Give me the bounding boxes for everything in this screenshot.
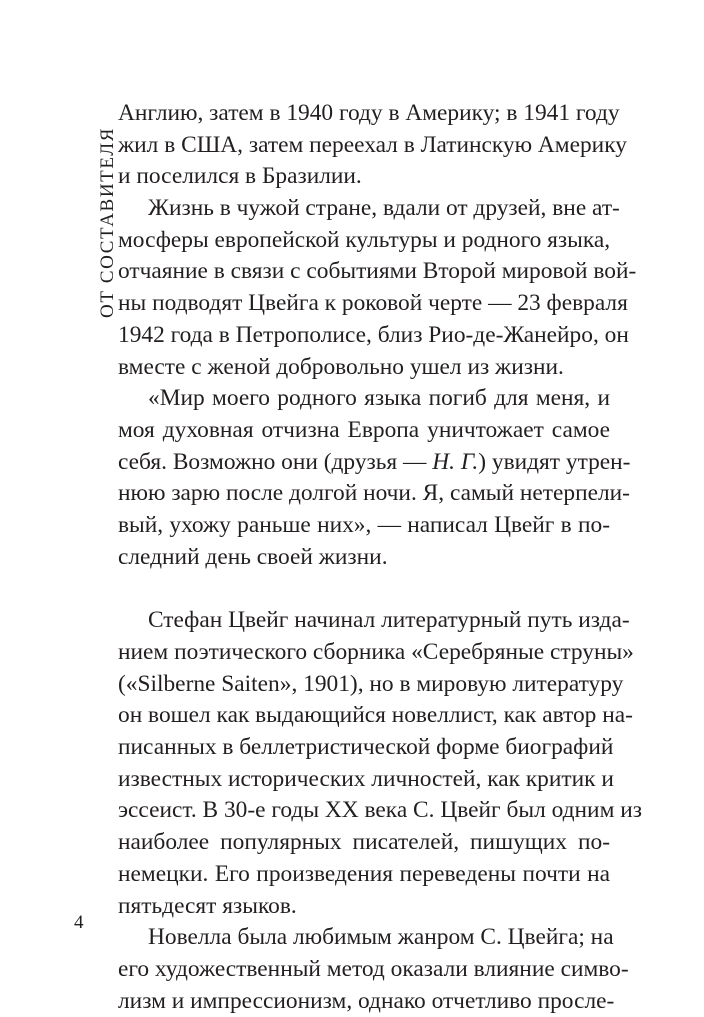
text-line: и поселился в Бразилии. [118, 163, 362, 190]
text-line: Жизнь в чужой стране, вдали от друзей, вне ат- [148, 195, 620, 222]
text-line: эссеист. В 30-е годы XX века С. Цвейг был одним из [118, 797, 642, 824]
text-line: Новелла была любимым жанром С. Цвейга; на [148, 924, 614, 951]
text-line: ны подводят Цвейга к роковой черте — 23 февраля [118, 290, 628, 317]
paragraph [118, 922, 629, 1017]
text-line: «Мир моего родного языка погиб для меня, и [148, 385, 610, 412]
text-line: вместе с женой добровольно ушел из жизни. [118, 353, 564, 380]
text-line: мосферы европейской культуры и родного языка, [118, 226, 611, 253]
italic-initials: Н. Г. [432, 448, 479, 475]
text-line: нюю зарю после долгой ночи. Я, самый нетерпели- [118, 480, 630, 507]
section-gap [118, 573, 610, 605]
text-line: 1942 года в Петрополисе, близ Рио-де-Жанейро, он [118, 321, 629, 348]
text-line: писанных в беллетристической форме биографий [118, 734, 614, 761]
text-line: следний день своей жизни. [118, 543, 388, 570]
text-line: нием поэтического сборника «Серебряные струны» [118, 639, 634, 665]
text-line: себя. Возможно они (друзья — Н. Г.) увидят утрен- [118, 448, 631, 475]
text-line: вый, ухожу раньше них», — написал Цвейг в по- [118, 511, 610, 538]
paragraph [118, 98, 627, 193]
page-number: 4 [74, 912, 84, 933]
paragraph [118, 383, 631, 573]
paragraph [118, 605, 642, 922]
body-text [118, 98, 642, 1017]
text-line: отчаяние в связи с событиями Второй мировой вой- [118, 258, 637, 285]
text-line: лизм и импрессионизм, однако отчетливо просле- [118, 987, 615, 1014]
text-line: Англию, затем в 1940 году в Америку; в 1941 году [118, 100, 620, 126]
text-line: он вошел как выдающийся новеллист, как автор на- [118, 702, 633, 729]
text-line: пятьдесят языков. [118, 892, 297, 919]
running-head: ОТ СОСТАВИТЕЛЯ [97, 126, 118, 318]
text-line: Стефан Цвейг начинал литературный путь изда- [148, 607, 630, 634]
text-line: моя духовная отчизна Европа уничтожает самое [118, 416, 610, 443]
paragraph [118, 193, 637, 383]
text-line: («Silberne Saiten», 1901), но в мировую литературу [118, 670, 624, 697]
text-line: наиболее популярных писателей, пишущих по- [118, 829, 610, 856]
text-line: его художественный метод оказали влияние симво- [118, 955, 629, 982]
text-line: известных исторических личностей, как критик и [118, 765, 614, 792]
text-line: немецки. Его произведения переведены почти на [118, 860, 610, 887]
text-line: жил в США, затем переехал в Латинскую Америку [118, 131, 627, 158]
